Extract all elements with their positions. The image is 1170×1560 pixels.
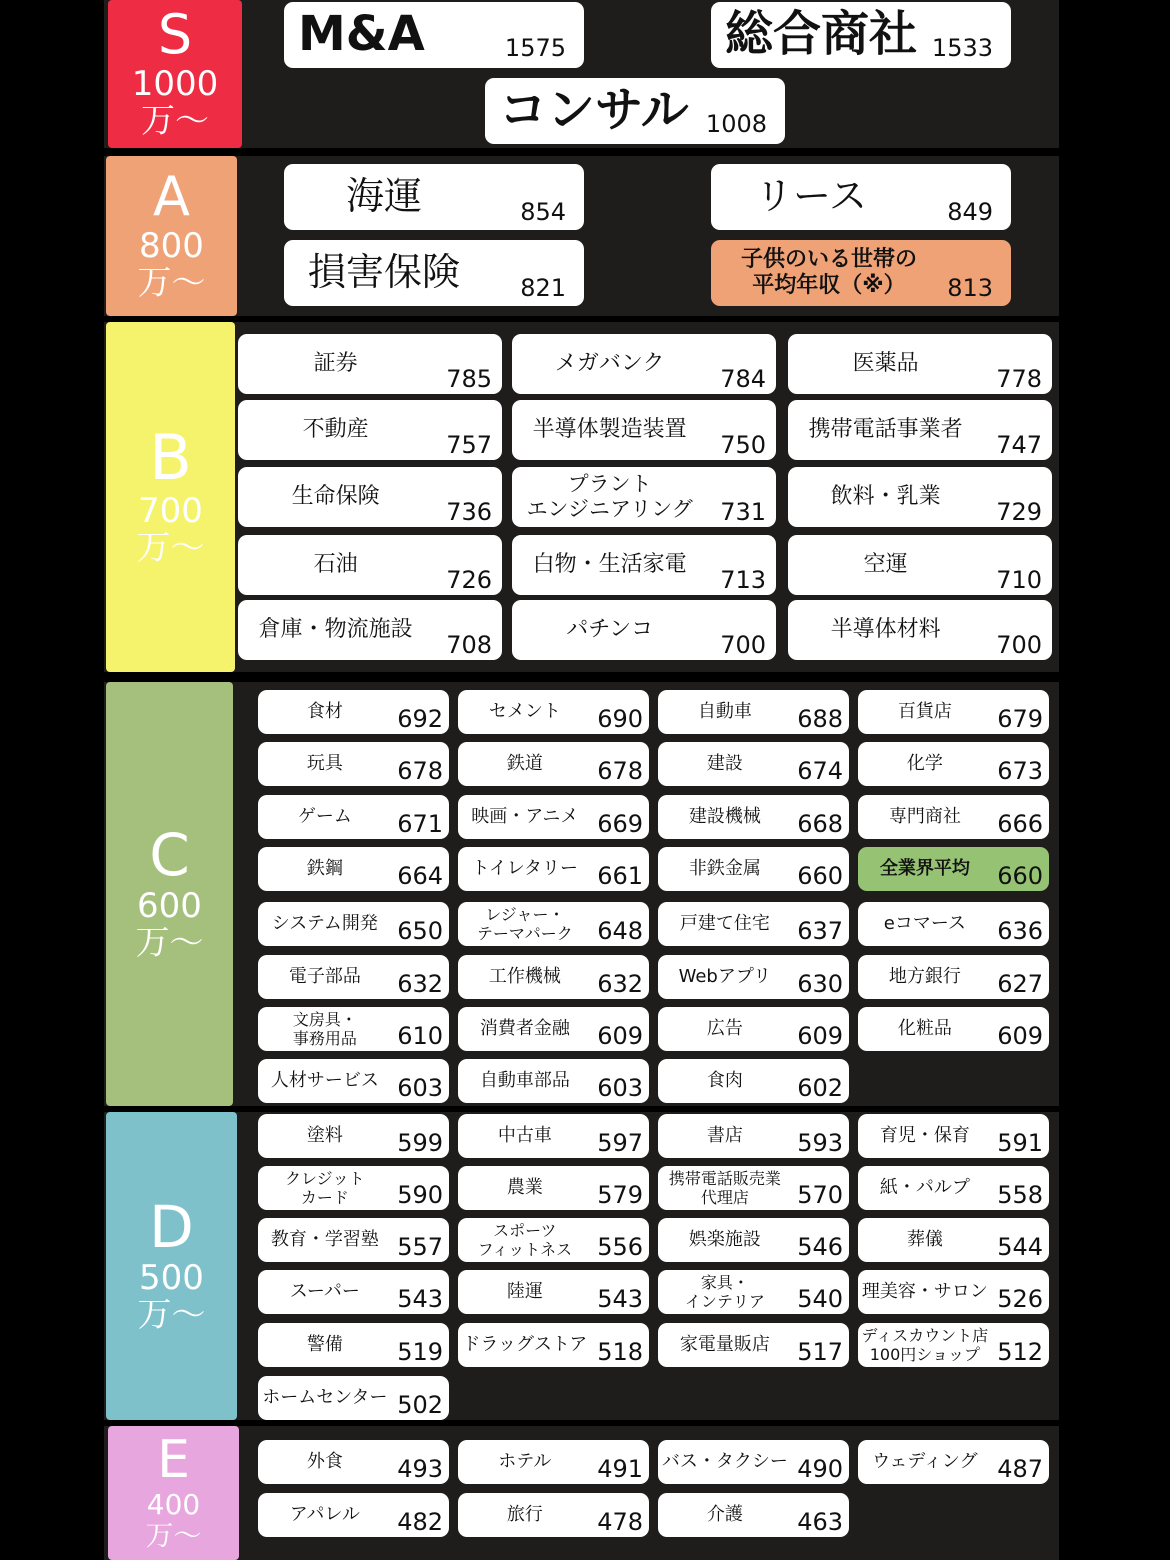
industry-name: ウェディング <box>872 1451 978 1473</box>
industry-name: 専門商社 <box>888 806 961 828</box>
industry-card <box>858 902 1049 946</box>
industry-name: 娯楽施設 <box>688 1229 761 1251</box>
industry-name: 鉄鋼 <box>306 858 343 880</box>
salary-value: 813 <box>947 274 993 302</box>
salary-value: 519 <box>397 1338 443 1366</box>
industry-card <box>458 1166 649 1210</box>
industry-name: スーパー <box>289 1281 360 1303</box>
industry-name: 紙・パルプ <box>879 1177 970 1199</box>
industry-name: 海運 <box>345 174 422 219</box>
industry-name: ディスカウント店 100円ショップ <box>861 1325 989 1364</box>
industry-card <box>658 690 849 734</box>
industry-card <box>512 467 776 527</box>
industry-name: 化粧品 <box>897 1018 952 1040</box>
salary-value: 648 <box>597 917 643 945</box>
salary-value: 570 <box>797 1181 843 1209</box>
salary-value: 610 <box>397 1022 443 1050</box>
salary-value: 678 <box>597 757 643 785</box>
salary-value: 669 <box>597 810 643 838</box>
industry-name: トイレタリー <box>471 858 579 880</box>
industry-card <box>284 240 584 306</box>
tier-letter: A <box>153 164 190 228</box>
industry-card <box>788 400 1052 460</box>
salary-value: 757 <box>446 431 492 459</box>
industry-card <box>238 334 502 394</box>
salary-value: 785 <box>446 365 492 393</box>
industry-name: 戸建て住宅 <box>679 913 770 935</box>
industry-card <box>512 334 776 394</box>
industry-name: 建設機械 <box>688 806 761 828</box>
salary-value: 526 <box>997 1285 1043 1313</box>
tier-label-d <box>106 1112 237 1420</box>
salary-value: 490 <box>797 1455 843 1483</box>
tier-letter: S <box>157 2 193 66</box>
industry-name: 家具・ インテリア <box>684 1272 765 1311</box>
industry-name: 家電量販店 <box>679 1334 770 1356</box>
salary-value: 544 <box>997 1233 1043 1261</box>
industry-card <box>258 795 449 839</box>
salary-value: 597 <box>597 1129 643 1157</box>
salary-value: 660 <box>997 862 1043 890</box>
salary-value: 478 <box>597 1508 643 1536</box>
salary-value: 512 <box>997 1338 1043 1366</box>
industry-card <box>658 1440 849 1484</box>
industry-card <box>658 1493 849 1537</box>
tier-letter: E <box>157 1430 190 1491</box>
industry-name: 食肉 <box>706 1070 743 1092</box>
salary-value: 556 <box>597 1233 643 1261</box>
salary-value: 747 <box>996 431 1042 459</box>
industry-name: 広告 <box>706 1018 743 1040</box>
industry-card <box>458 1323 649 1367</box>
salary-value: 650 <box>397 917 443 945</box>
industry-card <box>238 467 502 527</box>
industry-name: 倉庫・物流施設 <box>258 616 413 642</box>
salary-value: 543 <box>397 1285 443 1313</box>
industry-name: 生命保険 <box>291 483 380 509</box>
industry-card <box>658 1059 849 1103</box>
salary-value: 821 <box>520 274 566 302</box>
industry-name: 玩具 <box>306 753 343 775</box>
salary-value: 546 <box>797 1233 843 1261</box>
salary-value: 591 <box>997 1129 1043 1157</box>
industry-card <box>258 955 449 999</box>
salary-value: 668 <box>797 810 843 838</box>
industry-card <box>258 1059 449 1103</box>
tier-label-b <box>106 322 235 672</box>
industry-card <box>258 1440 449 1484</box>
industry-card <box>458 1493 649 1537</box>
industry-card <box>658 902 849 946</box>
salary-value: 700 <box>720 631 766 659</box>
tier-amount: 800 <box>139 225 204 266</box>
salary-value: 630 <box>797 970 843 998</box>
industry-card <box>858 955 1049 999</box>
salary-value: 708 <box>446 631 492 659</box>
industry-name: 携帯電話販売業 代理店 <box>668 1168 781 1207</box>
industry-name: 育児・保育 <box>879 1125 970 1147</box>
salary-value: 679 <box>997 705 1043 733</box>
salary-value: 1533 <box>931 34 993 62</box>
industry-name: 書店 <box>706 1125 743 1147</box>
industry-name: バス・タクシー <box>661 1451 788 1473</box>
salary-value: 543 <box>597 1285 643 1313</box>
industry-card <box>458 1114 649 1158</box>
industry-name: eコマース <box>883 913 966 935</box>
salary-value: 579 <box>597 1181 643 1209</box>
industry-name: 建設 <box>706 753 743 775</box>
salary-value: 491 <box>597 1455 643 1483</box>
tier-amount: 500 <box>139 1257 204 1298</box>
industry-name: 介護 <box>706 1504 743 1526</box>
industry-name: 映画・アニメ <box>471 806 579 828</box>
industry-name: 空運 <box>863 551 908 577</box>
industry-name: 医薬品 <box>852 350 919 376</box>
industry-name: 食材 <box>306 701 343 723</box>
industry-name: 自動車 <box>697 701 752 723</box>
industry-card <box>458 1007 649 1051</box>
industry-card <box>258 690 449 734</box>
salary-value: 1008 <box>705 110 767 138</box>
industry-name: 総合商社 <box>725 6 918 63</box>
industry-card <box>858 1218 1049 1262</box>
tier-unit: 万～ <box>136 528 205 568</box>
salary-value: 632 <box>597 970 643 998</box>
salary-value: 688 <box>797 705 843 733</box>
salary-value: 671 <box>397 810 443 838</box>
tier-unit: 万～ <box>137 1295 206 1335</box>
industry-name: 化学 <box>906 753 943 775</box>
industry-name: 警備 <box>306 1334 343 1356</box>
industry-card <box>658 1007 849 1051</box>
salary-value: 603 <box>397 1074 443 1102</box>
salary-value: 736 <box>446 498 492 526</box>
industry-card <box>485 78 785 144</box>
industry-card <box>458 1270 649 1314</box>
industry-card <box>711 2 1011 68</box>
salary-value: 609 <box>797 1022 843 1050</box>
industry-name: 半導体材料 <box>830 616 941 642</box>
industry-card <box>858 1166 1049 1210</box>
industry-card <box>284 164 584 230</box>
industry-name: 旅行 <box>506 1504 543 1526</box>
industry-name: M&A <box>298 6 425 63</box>
salary-value: 590 <box>397 1181 443 1209</box>
industry-card <box>858 690 1049 734</box>
industry-card <box>284 2 584 68</box>
industry-card <box>658 1166 849 1210</box>
salary-value: 673 <box>997 757 1043 785</box>
industry-name: 鉄道 <box>506 753 543 775</box>
industry-card <box>258 1007 449 1051</box>
salary-value: 632 <box>397 970 443 998</box>
salary-value: 593 <box>797 1129 843 1157</box>
industry-name: 不動産 <box>302 416 369 442</box>
salary-value: 750 <box>720 431 766 459</box>
industry-name: 非鉄金属 <box>688 858 761 880</box>
industry-name: 地方銀行 <box>888 966 961 988</box>
industry-card <box>858 795 1049 839</box>
industry-name: 理美容・サロン <box>861 1281 988 1303</box>
salary-value: 558 <box>997 1181 1043 1209</box>
salary-value: 854 <box>520 198 566 226</box>
industry-card <box>258 1218 449 1262</box>
industry-card <box>658 1218 849 1262</box>
industry-name: 葬儀 <box>906 1229 943 1251</box>
salary-value: 1575 <box>504 34 566 62</box>
tier-label-c <box>106 682 233 1106</box>
industry-name: 消費者金融 <box>479 1018 570 1040</box>
industry-name: 工作機械 <box>488 966 561 988</box>
industry-card <box>458 795 649 839</box>
industry-name: リース <box>754 174 868 219</box>
industry-name: 石油 <box>313 551 358 577</box>
industry-name: 飲料・乳業 <box>830 483 941 509</box>
salary-value: 849 <box>947 198 993 226</box>
industry-card <box>658 847 849 891</box>
salary-value: 661 <box>597 862 643 890</box>
tier-label-a <box>106 156 237 316</box>
salary-value: 660 <box>797 862 843 890</box>
industry-name: ゲーム <box>297 806 352 828</box>
industry-card <box>258 1323 449 1367</box>
industry-name: スポーツ フィットネス <box>477 1220 573 1259</box>
industry-name: 電子部品 <box>288 966 361 988</box>
industry-card <box>258 1166 449 1210</box>
industry-name: レジャー・ テーマパーク <box>476 904 573 943</box>
industry-card <box>658 1270 849 1314</box>
industry-name: システム開発 <box>271 913 378 935</box>
salary-value: 666 <box>997 810 1043 838</box>
industry-card <box>238 400 502 460</box>
salary-value: 731 <box>720 498 766 526</box>
industry-card <box>788 600 1052 660</box>
industry-card <box>458 1218 649 1262</box>
tier-letter: C <box>149 820 190 889</box>
industry-card <box>788 334 1052 394</box>
industry-card <box>858 847 1049 891</box>
industry-name: 農業 <box>506 1177 543 1199</box>
salary-value: 502 <box>397 1391 443 1419</box>
industry-name: 白物・生活家電 <box>532 551 687 577</box>
salary-value: 599 <box>397 1129 443 1157</box>
industry-name: 全業界平均 <box>879 858 970 880</box>
industry-card <box>858 1440 1049 1484</box>
industry-name: 自動車部品 <box>479 1070 570 1092</box>
industry-name: 損害保険 <box>307 250 460 295</box>
industry-card <box>858 1323 1049 1367</box>
industry-card <box>258 1376 449 1420</box>
salary-value: 700 <box>996 631 1042 659</box>
industry-card <box>788 467 1052 527</box>
industry-name: コンサル <box>499 82 689 139</box>
industry-card <box>512 400 776 460</box>
industry-name: 証券 <box>313 350 358 376</box>
industry-card <box>658 1323 849 1367</box>
industry-card <box>258 1270 449 1314</box>
industry-name: 人材サービス <box>270 1070 379 1092</box>
salary-value: 609 <box>597 1022 643 1050</box>
industry-card <box>512 600 776 660</box>
tier-amount: 400 <box>146 1488 201 1522</box>
industry-name: メガバンク <box>554 350 665 376</box>
salary-value: 710 <box>996 566 1042 594</box>
salary-value: 557 <box>397 1233 443 1261</box>
salary-value: 784 <box>720 365 766 393</box>
salary-value: 690 <box>597 705 643 733</box>
salary-value: 729 <box>996 498 1042 526</box>
tier-amount: 700 <box>138 490 203 531</box>
industry-card <box>258 1114 449 1158</box>
industry-card <box>238 535 502 595</box>
industry-name: プラント エンジニアリング <box>526 471 693 521</box>
industry-card <box>458 902 649 946</box>
salary-value: 487 <box>997 1455 1043 1483</box>
industry-card <box>858 1007 1049 1051</box>
industry-name: 百貨店 <box>897 701 952 723</box>
industry-name: 子供のいる世帯の 平均年収（※） <box>740 246 917 298</box>
industry-card <box>458 847 649 891</box>
tier-unit: 万～ <box>135 923 204 963</box>
industry-card <box>658 795 849 839</box>
tier-unit: 万～ <box>145 1519 202 1552</box>
industry-name: 塗料 <box>306 1125 343 1147</box>
industry-name: 文房具・ 事務用品 <box>292 1009 357 1048</box>
industry-card <box>458 742 649 786</box>
salary-value: 482 <box>397 1508 443 1536</box>
industry-card <box>788 535 1052 595</box>
industry-name: Webアプリ <box>678 966 772 988</box>
salary-value: 517 <box>797 1338 843 1366</box>
salary-value: 493 <box>397 1455 443 1483</box>
industry-card <box>458 1440 649 1484</box>
industry-card <box>858 742 1049 786</box>
tier-amount: 1000 <box>131 63 219 104</box>
industry-card <box>658 742 849 786</box>
industry-name: 携帯電話事業者 <box>808 416 963 442</box>
industry-name: 教育・学習塾 <box>270 1229 379 1251</box>
industry-card <box>858 1270 1049 1314</box>
industry-card <box>858 1114 1049 1158</box>
salary-value: 637 <box>797 917 843 945</box>
industry-name: ホテル <box>498 1451 552 1473</box>
industry-name: 陸運 <box>506 1281 543 1303</box>
industry-name: セメント <box>488 701 561 723</box>
industry-card <box>711 164 1011 230</box>
salary-value: 603 <box>597 1074 643 1102</box>
salary-value: 540 <box>797 1285 843 1313</box>
salary-value: 664 <box>397 862 443 890</box>
salary-value: 674 <box>797 757 843 785</box>
tier-letter: D <box>149 1192 194 1261</box>
industry-name: ドラッグストア <box>462 1334 588 1356</box>
salary-value: 518 <box>597 1338 643 1366</box>
industry-card <box>658 1114 849 1158</box>
industry-card <box>258 1493 449 1537</box>
industry-card <box>512 535 776 595</box>
tier-unit: 万～ <box>137 263 206 303</box>
industry-name: ホームセンター <box>262 1387 388 1409</box>
industry-name: 中古車 <box>497 1125 552 1147</box>
tier-letter: B <box>149 420 192 494</box>
salary-value: 602 <box>797 1074 843 1102</box>
salary-value: 678 <box>397 757 443 785</box>
industry-card <box>458 955 649 999</box>
industry-name: アパレル <box>289 1504 360 1526</box>
industry-card <box>458 690 649 734</box>
tier-amount: 600 <box>137 885 202 926</box>
industry-card <box>658 955 849 999</box>
industry-card <box>238 600 502 660</box>
salary-value: 692 <box>397 705 443 733</box>
industry-card <box>711 240 1011 306</box>
industry-name: 外食 <box>306 1451 343 1473</box>
tier-unit: 万～ <box>141 101 209 141</box>
salary-value: 627 <box>997 970 1043 998</box>
salary-value: 636 <box>997 917 1043 945</box>
industry-card <box>458 1059 649 1103</box>
tier-label-e <box>108 1426 239 1560</box>
industry-name: 半導体製造装置 <box>532 416 687 442</box>
salary-value: 713 <box>720 566 766 594</box>
industry-name: パチンコ <box>566 616 654 642</box>
industry-card <box>258 902 449 946</box>
industry-card <box>258 847 449 891</box>
salary-value: 726 <box>446 566 492 594</box>
salary-value: 463 <box>797 1508 843 1536</box>
salary-value: 609 <box>997 1022 1043 1050</box>
tier-label-s <box>108 0 242 148</box>
salary-value: 778 <box>996 365 1042 393</box>
tier-row-d <box>104 1112 1059 1420</box>
industry-card <box>258 742 449 786</box>
industry-name: クレジット カード <box>285 1168 365 1207</box>
